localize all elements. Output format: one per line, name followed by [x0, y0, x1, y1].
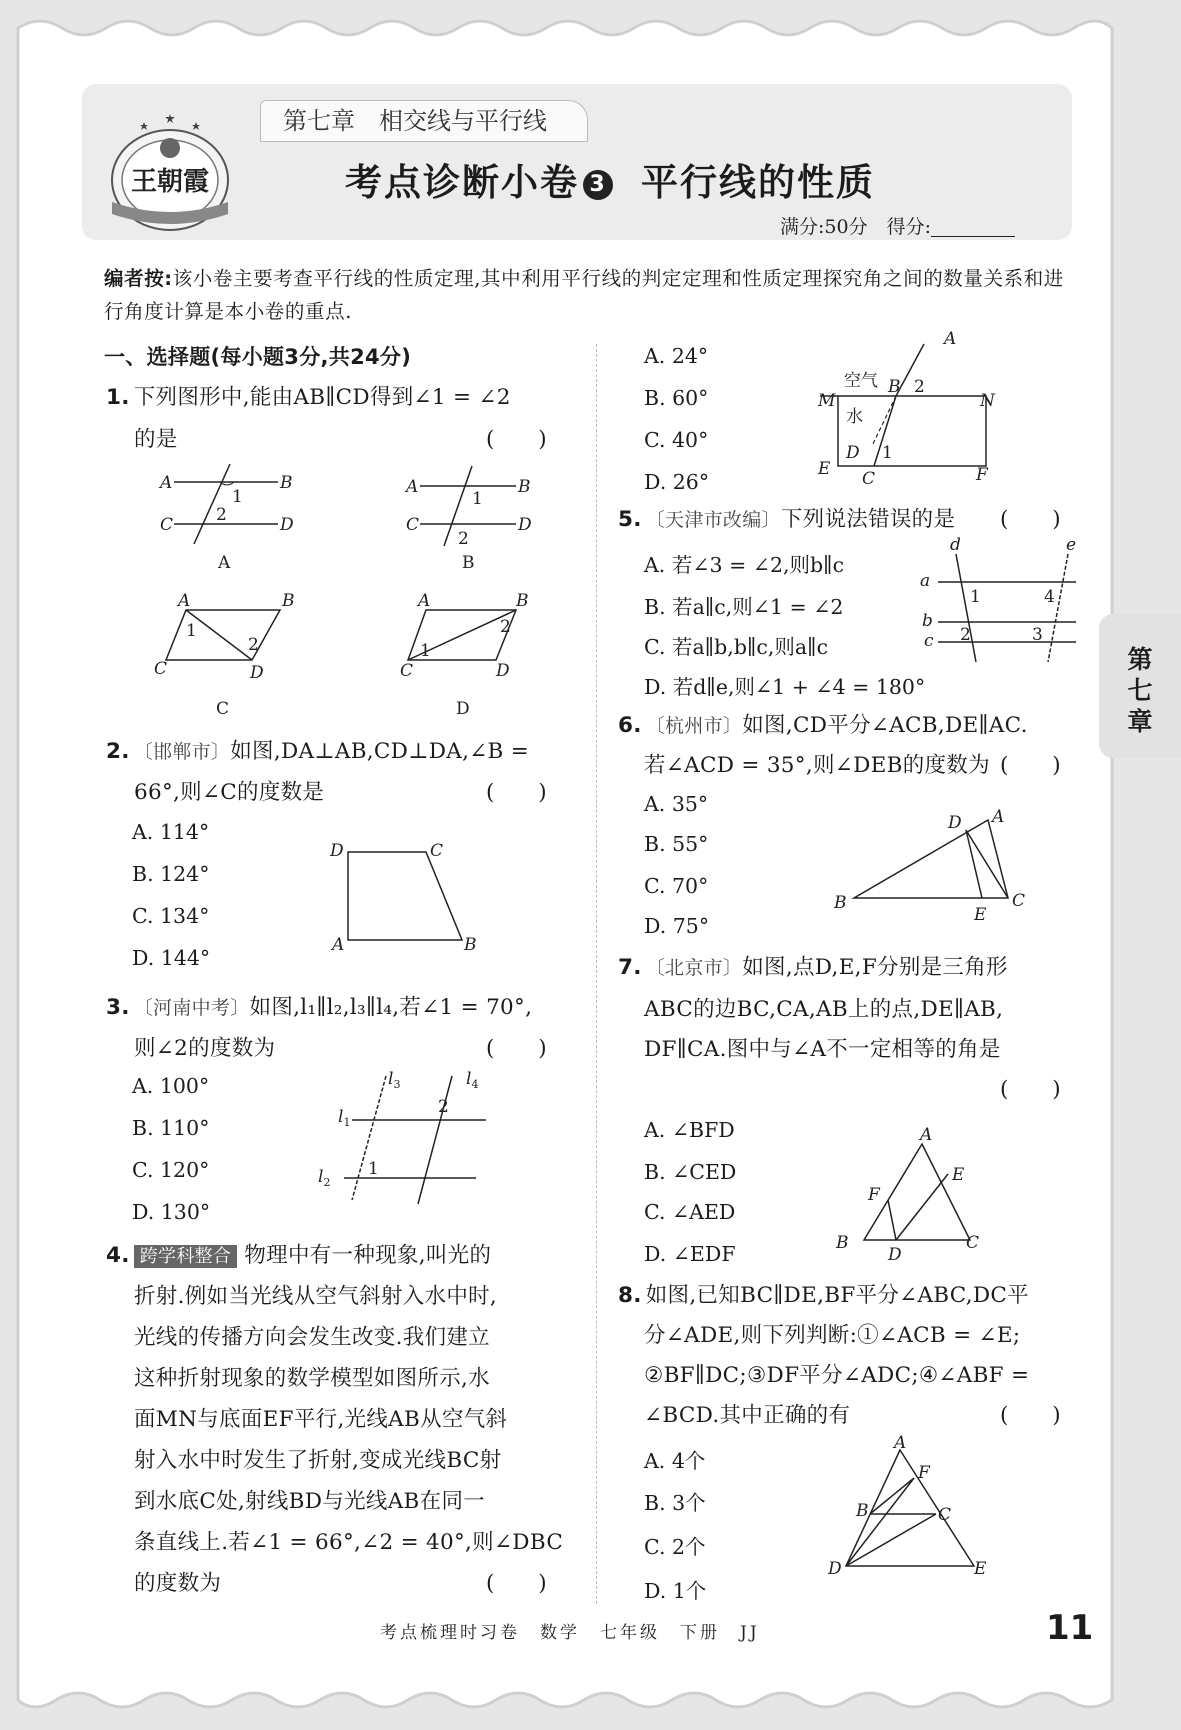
q4-option-c[interactable]: C. 40°: [644, 428, 709, 452]
svg-text:E: E: [952, 1165, 965, 1185]
svg-text:C: C: [1012, 891, 1026, 911]
q3-option-b[interactable]: B. 110°: [132, 1116, 210, 1140]
q6-stem: 6. 〔杭州市〕如图,CD平分∠ACB,DE∥AC.: [618, 713, 1028, 738]
svg-text:2: 2: [914, 377, 925, 397]
footer: 考点梳理时习卷 数学 七年级 下册 JJ: [380, 1623, 760, 1643]
svg-text:E: E: [974, 1559, 987, 1579]
svg-text:C: C: [216, 699, 230, 719]
q2-option-b[interactable]: B. 124°: [132, 862, 210, 886]
svg-text:D: D: [828, 1559, 842, 1579]
svg-text:B: B: [282, 591, 295, 611]
q6-option-c[interactable]: C. 70°: [644, 874, 709, 898]
q1-stem-2: 的是: [134, 427, 178, 452]
q2-figure: [326, 836, 486, 956]
svg-text:C: C: [400, 661, 414, 681]
svg-text:D: D: [888, 1245, 902, 1265]
svg-text:1: 1: [368, 1159, 379, 1179]
q7-stem-3: DF∥CA.图中与∠A不一定相等的角是: [644, 1037, 1001, 1062]
q7-option-b[interactable]: B. ∠CED: [644, 1160, 737, 1184]
svg-text:2: 2: [500, 617, 511, 637]
q1-stem: 1. 下列图形中,能由AB∥CD得到∠1 = ∠2: [106, 385, 511, 410]
svg-text:E: E: [818, 459, 831, 479]
q4-stem: 4. 跨学科整合 物理中有一种现象,叫光的: [106, 1243, 492, 1268]
cross-discipline-tag: 跨学科整合: [134, 1245, 238, 1268]
svg-text:1: 1: [472, 489, 483, 509]
svg-text:A: A: [418, 591, 431, 611]
q4-line-5: 面MN与底面EF平行,光线AB从空气斜: [134, 1407, 508, 1432]
q2-option-c[interactable]: C. 134°: [132, 904, 210, 928]
svg-text:D: D: [250, 663, 264, 683]
svg-text:F: F: [976, 465, 988, 485]
q8-option-d[interactable]: D. 1个: [644, 1579, 707, 1603]
svg-text:C: C: [406, 515, 420, 535]
svg-text:B: B: [280, 473, 293, 493]
q4-option-d[interactable]: D. 26°: [644, 470, 710, 494]
q3-stem: 3. 〔河南中考〕如图,l₁∥l₂,l₃∥l₄,若∠1 = 70°,: [106, 995, 533, 1020]
q7-stem-2: ABC的边BC,CA,AB上的点,DE∥AB,: [644, 997, 1004, 1022]
q2-option-a[interactable]: A. 114°: [132, 820, 210, 844]
q5-answer-paren[interactable]: ( ): [1000, 507, 1061, 532]
q7-option-a[interactable]: A. ∠BFD: [644, 1118, 735, 1142]
q1-fig-c: [154, 591, 295, 719]
svg-text:M: M: [818, 391, 836, 411]
svg-text:C: C: [430, 841, 444, 861]
svg-text:l2: $l_2$: [318, 1167, 331, 1189]
svg-text:1: 1: [232, 487, 243, 507]
svg-text:B: B: [888, 377, 901, 397]
column-divider: [596, 344, 597, 1604]
svg-text:B: B: [462, 553, 475, 573]
page-title: 考点诊断小卷 3 平行线的性质: [345, 161, 875, 204]
q1-figures: [150, 464, 570, 724]
svg-text:N: N: [980, 391, 995, 411]
svg-text:C: C: [154, 659, 168, 679]
q2-stem-2: 66°,则∠C的度数是: [134, 780, 325, 805]
svg-text:A: A: [332, 935, 345, 955]
q8-option-c[interactable]: C. 2个: [644, 1535, 706, 1559]
q4-line-3: 光线的传播方向会发生改变.我们建立: [134, 1325, 490, 1350]
svg-text:D: D: [280, 515, 294, 535]
q4-line-9: 的度数为: [134, 1571, 222, 1596]
svg-text:2: 2: [248, 635, 259, 655]
svg-text:b: b: [922, 611, 933, 631]
q5-option-d[interactable]: D. 若d∥e,则∠1 + ∠4 = 180°: [644, 675, 926, 699]
q1-fig-b: [404, 466, 532, 573]
svg-text:l3: $l_3$: [388, 1069, 401, 1091]
q3-option-c[interactable]: C. 120°: [132, 1158, 210, 1182]
q8-stem-2: 分∠ADE,则下列判断:①∠ACB = ∠E;: [644, 1323, 1021, 1348]
q7-figure: [830, 1124, 990, 1264]
q7-option-c[interactable]: C. ∠AED: [644, 1200, 736, 1224]
editor-note: 编者按:该小卷主要考查平行线的性质定理,其中利用平行线的判定定理和性质定理探究角之间的数量关系和进行角度计算是本小卷的重点.: [104, 267, 1064, 323]
q4-line-6: 射入水中时发生了折射,变成光线BC射: [134, 1448, 502, 1473]
q3-figure: [316, 1070, 496, 1210]
q6-option-b[interactable]: B. 55°: [644, 832, 709, 856]
section-title: 一、选择题(每小题3分,共24分): [104, 345, 412, 369]
q5-option-b[interactable]: B. 若a∥c,则∠1 = ∠2: [644, 595, 844, 619]
q5-option-a[interactable]: A. 若∠3 = ∠2,则b∥c: [644, 553, 845, 577]
svg-text:C: C: [862, 469, 876, 489]
q3-option-a[interactable]: A. 100°: [132, 1074, 210, 1098]
q7-option-d[interactable]: D. ∠EDF: [644, 1242, 736, 1266]
score-line: 满分:50分 得分:: [780, 212, 1015, 239]
page-number: 11: [1046, 1608, 1094, 1648]
svg-text:D: D: [456, 699, 470, 719]
svg-text:2: 2: [458, 529, 469, 549]
svg-text:F: F: [868, 1185, 880, 1205]
svg-text:B: B: [856, 1501, 869, 1521]
svg-text:1: 1: [420, 641, 431, 661]
q4-figure: [812, 329, 998, 489]
svg-text:A: A: [218, 553, 231, 573]
q3-stem-2: 则∠2的度数为: [134, 1036, 276, 1061]
q8-option-b[interactable]: B. 3个: [644, 1491, 706, 1515]
svg-text:a: a: [920, 571, 931, 591]
chapter-side-tab: 第七章: [1099, 614, 1181, 758]
svg-text:C: C: [160, 515, 174, 535]
q8-option-a[interactable]: A. 4个: [644, 1449, 706, 1473]
svg-text:A: A: [178, 591, 191, 611]
q3-answer-paren[interactable]: ( ): [486, 1036, 547, 1061]
q1-answer-paren[interactable]: ( ): [486, 427, 547, 452]
svg-text:c: c: [924, 631, 934, 651]
svg-text:A: A: [992, 807, 1005, 827]
q4-line-8: 条直线上.若∠1 = 66°,∠2 = 40°,则∠DBC: [134, 1530, 564, 1555]
svg-text:A: A: [894, 1433, 907, 1453]
svg-text:B: B: [836, 1233, 849, 1253]
svg-text:C: C: [966, 1233, 980, 1253]
svg-text:B: B: [464, 935, 477, 955]
svg-text:B: B: [516, 591, 529, 611]
svg-text:A: A: [406, 477, 419, 497]
q5-stem: 5. 〔天津市改编〕下列说法错误的是: [618, 507, 956, 532]
q1-fig-a: [158, 464, 294, 573]
q8-stem-4: ∠BCD.其中正确的有: [644, 1403, 851, 1428]
svg-text:1: 1: [882, 443, 893, 463]
q3-option-d[interactable]: D. 130°: [132, 1200, 211, 1224]
svg-text:C: C: [938, 1505, 952, 1525]
q8-figure: [824, 1433, 1000, 1588]
logo: [104, 110, 236, 238]
svg-text:E: E: [974, 905, 987, 925]
svg-text:D: D: [948, 813, 962, 833]
svg-text:B: B: [518, 477, 531, 497]
chapter-tab: 第七章 相交线与平行线: [260, 100, 588, 142]
svg-text:2: 2: [438, 1097, 449, 1117]
svg-text:水: 水: [846, 407, 863, 427]
svg-text:l4: $l_4$: [466, 1069, 479, 1091]
q5-option-c[interactable]: C. 若a∥b,b∥c,则a∥c: [644, 635, 829, 659]
svg-text:1: 1: [186, 621, 197, 641]
q4-line-7: 到水底C处,射线BD与光线AB在同一: [134, 1489, 486, 1514]
q7-answer-paren[interactable]: ( ): [1000, 1077, 1061, 1102]
q6-option-a[interactable]: A. 35°: [644, 792, 709, 816]
q2-option-d[interactable]: D. 144°: [132, 946, 211, 970]
q7-stem: 7. 〔北京市〕如图,点D,E,F分别是三角形: [618, 955, 1008, 980]
svg-text:空气: 空气: [844, 371, 878, 391]
svg-text:d: d: [950, 535, 961, 555]
svg-text:2: 2: [960, 625, 971, 645]
q1-fig-d: [400, 591, 529, 719]
q4-line-4: 这种折射现象的数学模型如图所示,水: [134, 1366, 490, 1391]
q4-answer-paren[interactable]: ( ): [486, 1571, 547, 1596]
title-number-badge: 3: [583, 170, 613, 200]
svg-text:D: D: [496, 661, 510, 681]
svg-text:B: B: [834, 893, 847, 913]
svg-text:D: D: [846, 443, 860, 463]
svg-text:4: 4: [1044, 587, 1055, 607]
svg-text:3: 3: [1032, 625, 1043, 645]
svg-text:2: 2: [216, 505, 227, 525]
svg-text:A: A: [920, 1125, 933, 1145]
svg-text:F: F: [918, 1463, 930, 1483]
q8-stem-3: ②BF∥DC;③DF平分∠ADC;④∠ABF =: [644, 1363, 1030, 1388]
q6-option-d[interactable]: D. 75°: [644, 914, 710, 938]
svg-text:A: A: [944, 329, 957, 349]
svg-text:l1: $l_1$: [338, 1107, 351, 1129]
svg-text:1: 1: [970, 587, 981, 607]
q6-stem-2: 若∠ACD = 35°,则∠DEB的度数为: [644, 753, 990, 778]
q4-option-a[interactable]: A. 24°: [644, 344, 709, 368]
q6-figure: [830, 800, 1050, 930]
q6-answer-paren[interactable]: ( ): [1000, 753, 1061, 778]
svg-text:D: D: [330, 841, 344, 861]
svg-text:A: A: [160, 473, 173, 493]
q8-answer-paren[interactable]: ( ): [1000, 1403, 1061, 1428]
q8-stem: 8. 如图,已知BC∥DE,BF平分∠ABC,DC平: [618, 1283, 1029, 1308]
svg-text:e: e: [1066, 535, 1077, 555]
q2-answer-paren[interactable]: ( ): [486, 780, 547, 805]
q2-stem: 2. 〔邯郸市〕如图,DA⊥AB,CD⊥DA,∠B =: [106, 739, 530, 764]
logo-text: 王朝霞: [130, 167, 210, 197]
q4-line-2: 折射.例如当光线从空气斜射入水中时,: [134, 1284, 498, 1309]
q5-figure: [918, 535, 1078, 668]
q4-option-b[interactable]: B. 60°: [644, 386, 709, 410]
svg-text:D: D: [518, 515, 532, 535]
